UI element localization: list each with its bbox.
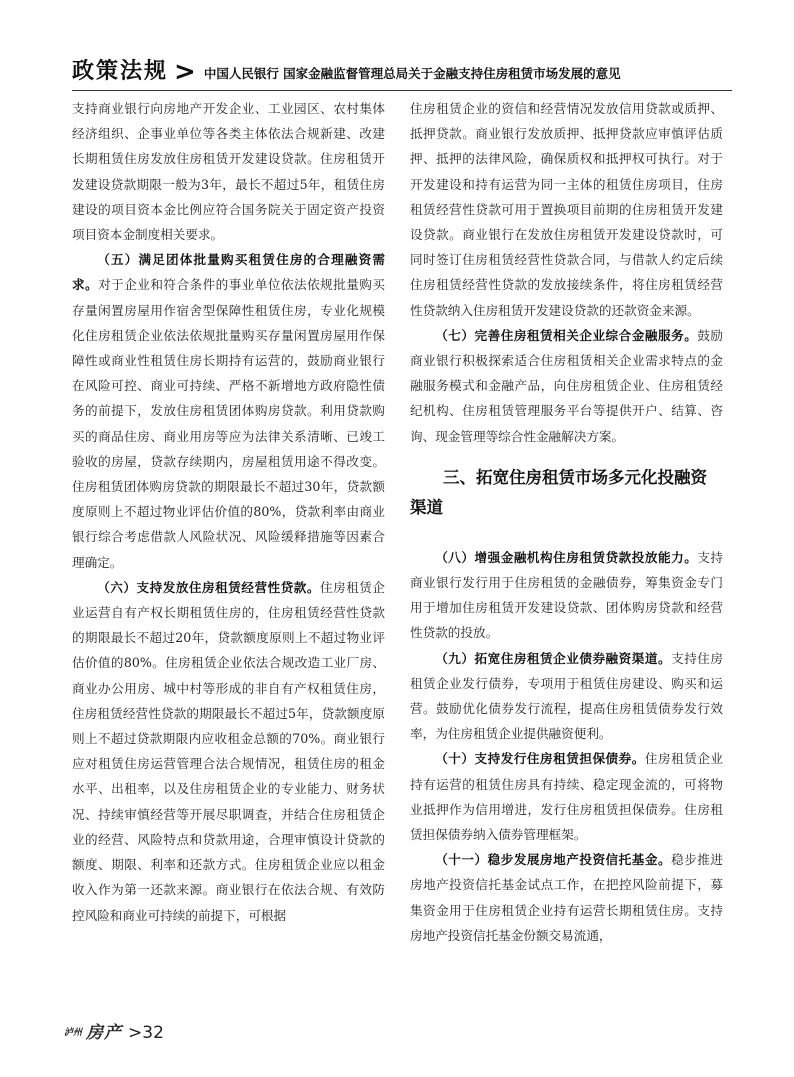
paragraph-continued: 支持商业银行向房地产开发企业、工业园区、农村集体经济组织、企事业单位等各类主体依法合规新建、改建长期租赁住房发放住房租赁开发建设贷款。住房租赁开发建设贷款期限一般为3年，最长不超过5年，租赁住房建设的项目资本金比例应符合国务院关于固定资产投资项目资本金制度相关要求。 — [72, 101, 385, 243]
page-footer — [64, 1020, 164, 1046]
subheading-section-6: （六）支持发放住房租赁经营性贷款。 — [97, 579, 320, 595]
subheading-section-8: （八）增强金融机构住房租赁贷款投放能力。 — [435, 549, 698, 565]
page-number: >32 — [128, 1023, 164, 1043]
paragraph-section-6: （六）支持发放住房租赁经营性贷款。住房租赁企业运营自有产权长期租赁住房的，住房租赁经营性贷款的期限最长不超过20年，贷款额度原则上不超过物业评估价值的80%。住房租赁企业依法合规改造工业厂房、商业办公用房、城中村等形成的非自有产权租赁住房，住房租赁经营性贷款的期限最长不超过5年，贷款额度原则上不超过贷款期限内应收租金总额的70%。商业银行应对租赁住房运营管理合法合规情况，租赁住房的租金水平、出租率，以及住房租赁企业的专业能力、财务状况、持续审慎经营等开展尽职调查，并结合住房租赁企业的经营、风险特点和贷款用途，合理审慎设计贷款的额度、期限、利率和还款方式。住房租赁企业应以租金收入作为第一还款来源。商业银行在依法合规、有效防控风险和商业可持续的前提下，可根据 — [72, 579, 385, 923]
paragraph-section-5: （五）满足团体批量购买租赁住房的合理融资需求。对于企业和符合条件的事业单位依法依规批量购买存量闲置房屋用作宿舍型保障性租赁住房，专业化规模化住房租赁企业依法依规批量购买存量闲置房屋用作保障性或商业性租赁住房长期持有运营的，鼓励商业银行在风险可控、商业可持续、严格不新增地方政府隐性债务的前提下，发放住房租赁团体购房贷款。利用贷款购买的商品住房、商业用房等应为法律关系清晰、已竣工验收的房屋，贷款存续期内，房屋租赁用途不得改变。住房租赁团体购房贷款的期限最长不超过30年，贷款额度原则上不超过物业评估价值的80%，贷款利率由商业银行综合考虑借款人风险状况、风险缓释措施等因素合理确定。 — [72, 252, 385, 570]
right-column — [410, 96, 723, 1036]
subheading-section-7: （七）完善住房租赁相关企业综合金融服务。 — [435, 327, 698, 343]
page-header — [72, 46, 732, 86]
left-column — [72, 96, 385, 1036]
paragraph-section-8: （八）增强金融机构住房租赁贷款投放能力。支持商业银行发行用于住房租赁的金融债券，筹集资金专门用于增加住房租赁开发建设贷款、团体购房贷款和经营性贷款的投放。 — [410, 549, 723, 641]
subheading-section-5: （五）满足团体批量购买租赁住房的合理融资需求。 — [72, 252, 385, 293]
article-title: 中国人民银行 国家金融监督管理总局关于金融支持住房租赁市场发展的意见 — [203, 66, 621, 81]
header-divider — [72, 90, 732, 91]
paragraph-section-7: （七）完善住房租赁相关企业综合金融服务。鼓励商业银行积极探索适合住房租赁相关企业需求特点的金融服务模式和金融产品，向住房租赁企业、住房租赁经纪机构、住房租赁管理服务平台等提供开户、结算、咨询、现金管理等综合性金融解决方案。 — [410, 327, 723, 444]
section-name: 政策法规 — [72, 59, 169, 84]
paragraph-section-9: （九）拓宽住房租赁企业债券融资渠道。支持住房租赁企业发行债券，专项用于租赁住房建设、购买和运营。鼓励优化债券发行流程，提高住房租赁债券发行效率，为住房租赁企业提供融资便利。 — [410, 650, 723, 742]
subheading-section-11: （十一）稳步发展房地产投资信托基金。 — [435, 852, 672, 868]
paragraph-continued-right: 住房租赁企业的资信和经营情况发放信用贷款或质押、抵押贷款。商业银行发放质押、抵押贷款应审慎评估质押、抵押的法律风险，确保质权和抵押权可执行。对于开发建设和持有运营为同一主体的租赁住房项目，住房租赁经营性贷款可用于置换项目前期的住房租赁开发建设贷款。商业银行在发放住房租赁开发建设贷款时，可同时签订住房租赁经营性贷款合同，与借款人约定后续住房租赁经营性贷款的发放接续条件，将住房租赁经营性贷款纳入住房租赁开发建设贷款的还款资金来源。 — [410, 101, 723, 318]
subheading-section-9: （九）拓宽住房租赁企业债券融资渠道。 — [435, 650, 672, 666]
paragraph-section-11: （十一）稳步发展房地产投资信托基金。稳步推进房地产投资信托基金试点工作，在把控风险前提下，募集资金用于住房租赁企业持有运营长期租赁住房。支持房地产投资信托基金份额交易流通， — [410, 852, 723, 943]
chevron-right-icon: > — [174, 57, 196, 87]
paragraph-section-10: （十）支持发行住房租赁担保债券。住房租赁企业持有运营的租赁住房具有持续、稳定现金流的，可将物业抵押作为信用增进，发行住房租赁担保债券。住房租赁担保债券纳入债券管理框架。 — [410, 751, 723, 843]
subheading-section-10: （十）支持发行住房租赁担保债券。 — [435, 751, 645, 767]
chapter-heading: 三、拓宽住房租赁市场多元化投融资渠道 — [410, 467, 707, 517]
magazine-logo: 房产 — [86, 1023, 123, 1043]
magazine-logo-small: 泸州 — [64, 1028, 83, 1038]
